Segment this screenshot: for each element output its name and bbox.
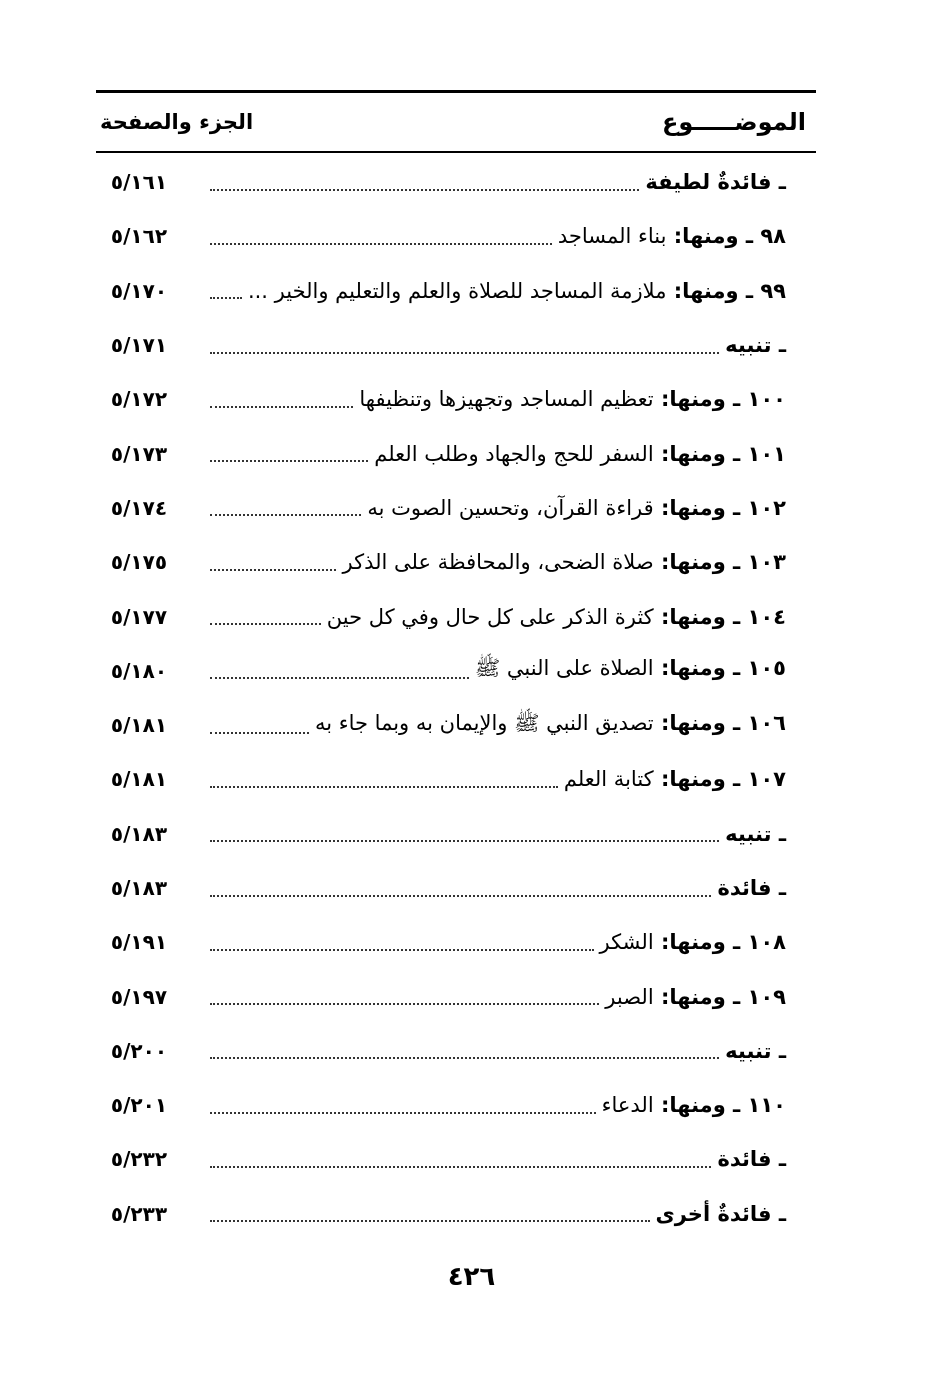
dot-leader: [210, 296, 242, 299]
entry-number: ١٠٨: [747, 930, 786, 955]
entry-page-ref: ٥/١٦٢: [110, 224, 168, 249]
entry-page-ref: ٥/١٧٤: [110, 495, 168, 520]
entry-text: كثرة الذكر على كل حال وفي كل حين: [326, 604, 654, 629]
entry-keyword: ـ ومنها:: [653, 930, 748, 955]
entry-page-ref: ٥/١٧٢: [110, 387, 168, 412]
table-of-contents: [96, 90, 816, 1241]
entry-title: [656, 1202, 817, 1226]
entry-text: تعظيم المساجد وتجهيزها وتنظيفها: [359, 387, 654, 412]
entry-keyword: ـ تنبيه: [725, 333, 786, 358]
dot-leader: [210, 1002, 599, 1005]
toc-entry: [96, 481, 816, 535]
toc-entry: [96, 155, 816, 209]
dot-leader: [210, 894, 711, 897]
entry-number: ١٠٦: [747, 710, 786, 735]
dot-leader: [210, 839, 719, 842]
entry-keyword: ـ فائدة: [717, 1147, 786, 1172]
entry-page-ref: ٥/٢٣٢: [110, 1147, 168, 1172]
entry-page-ref: ٥/١٧٥: [110, 550, 168, 575]
entry-title: [342, 550, 816, 574]
entry-title: [374, 442, 816, 466]
dot-leader: [210, 351, 719, 354]
entry-title: [717, 876, 816, 900]
entry-title: [475, 655, 816, 686]
dot-leader: [210, 1219, 650, 1222]
topic-column-label: الموضـــــوع: [661, 108, 806, 136]
entry-title: [248, 279, 816, 303]
entry-page-ref: ٥/١٧٣: [110, 441, 168, 466]
dot-leader: [210, 188, 639, 191]
toc-entry: [96, 535, 816, 589]
toc-entry: [96, 1078, 816, 1132]
entry-text: الصبر: [605, 984, 654, 1009]
entry-title: [602, 1093, 816, 1117]
entry-page-ref: ٥/١٧٧: [110, 604, 168, 629]
page-column-label: الجزء والصفحة: [100, 110, 254, 134]
toc-entry: [96, 264, 816, 318]
toc-entry: [96, 807, 816, 861]
entry-page-ref: ٥/٢٠٠: [110, 1038, 168, 1063]
entry-page-ref: ٥/١٨١: [110, 713, 168, 738]
entry-page-ref: ٥/١٨٠: [110, 658, 168, 683]
entry-text: صلاة الضحى، والمحافظة على الذكر: [342, 550, 654, 575]
entry-page-ref: ٥/١٨٣: [110, 876, 168, 900]
dot-leader: [210, 405, 353, 408]
entry-keyword: ـ ومنها:: [653, 604, 748, 629]
toc-entry: [96, 752, 816, 806]
toc-entry: [96, 1132, 816, 1186]
entry-title: [359, 387, 816, 411]
toc-entry: [96, 1024, 816, 1078]
entry-title: [645, 170, 816, 194]
entry-page-ref: ٥/١٨٣: [110, 821, 168, 846]
entry-text: قراءة القرآن، وتحسين الصوت به: [367, 495, 654, 520]
entry-keyword: ـ فائدةٌ أخرى: [655, 1201, 786, 1226]
dot-leader: [210, 948, 594, 951]
entry-title: [717, 1147, 816, 1171]
dot-leader: [210, 1111, 596, 1114]
dot-leader: [210, 568, 336, 571]
entry-title: [725, 333, 816, 357]
entry-number: ١٠٣: [747, 550, 786, 575]
entry-page-ref: ٥/١٨١: [110, 767, 168, 792]
entry-number: ١٠٠: [747, 387, 786, 412]
entry-title: [605, 985, 816, 1009]
entry-keyword: ـ ومنها:: [653, 767, 748, 792]
entry-text: كتابة العلم: [563, 767, 654, 792]
dot-leader: [210, 242, 552, 245]
entry-keyword: ـ ومنها:: [653, 550, 748, 575]
toc-entry: [96, 1187, 816, 1241]
entry-number: ١٠٩: [747, 984, 786, 1009]
entry-page-ref: ٥/١٧٠: [110, 278, 168, 303]
entry-text: تصديق النبي ﷺ والإيمان به وبما جاء به: [314, 710, 654, 735]
column-header: [96, 93, 816, 151]
entry-number: ٩٩: [760, 278, 786, 303]
toc-entry: [96, 915, 816, 969]
dot-leader: [210, 1056, 719, 1059]
entry-title: [327, 605, 816, 629]
entry-number: ١٠٤: [747, 604, 786, 629]
entry-text: الدعاء: [601, 1093, 654, 1118]
entry-keyword: ـ ومنها:: [666, 224, 761, 249]
entry-text: الشكر: [599, 930, 654, 955]
entry-title: [315, 710, 816, 741]
dot-leader: [210, 459, 368, 462]
entry-page-ref: ٥/١٩١: [110, 930, 168, 955]
entry-page-ref: ٥/١٧١: [110, 333, 168, 358]
entry-keyword: ـ ومنها:: [653, 387, 748, 412]
entry-title: [725, 1039, 816, 1063]
entry-page-ref: ٥/٢٠١: [110, 1093, 168, 1118]
entry-number: ٩٨: [760, 224, 786, 249]
entry-number: ١٠٧: [747, 767, 786, 792]
dot-leader: [210, 622, 321, 625]
dot-leader: [210, 785, 558, 788]
toc-entry: [96, 698, 816, 752]
toc-entry: [96, 372, 816, 426]
toc-entry: [96, 861, 816, 915]
entry-title: [564, 767, 816, 791]
header-rule: [96, 151, 816, 153]
toc-entry: [96, 589, 816, 643]
entry-keyword: ـ ومنها:: [653, 984, 748, 1009]
entry-keyword: ـ ومنها:: [666, 278, 761, 303]
dot-leader: [210, 676, 469, 679]
entry-keyword: ـ ومنها:: [653, 710, 748, 735]
entry-keyword: ـ ومنها:: [653, 656, 748, 681]
entry-keyword: ـ فائدة: [717, 876, 786, 900]
entry-title: [725, 822, 816, 846]
toc-entry: [96, 318, 816, 372]
entry-keyword: ـ تنبيه: [725, 1038, 786, 1063]
entry-text: بناء المساجد: [557, 224, 667, 249]
entry-keyword: ـ ومنها:: [653, 1093, 748, 1118]
entry-page-ref: ٥/٢٣٣: [110, 1201, 168, 1226]
entry-number: ١١٠: [747, 1093, 786, 1118]
dot-leader: [210, 731, 309, 734]
entry-keyword: ـ تنبيه: [725, 821, 786, 846]
entry-number: ١٠١: [747, 441, 786, 466]
entry-keyword: ـ فائدةٌ لطيفة: [645, 170, 786, 195]
entry-title: [558, 224, 816, 248]
entry-text: ملازمة المساجد للصلاة والعلم والتعليم والخير ...: [247, 278, 667, 303]
entry-number: ١٠٢: [747, 495, 786, 520]
toc-entry: [96, 644, 816, 698]
toc-entry: [96, 426, 816, 480]
entry-number: ١٠٥: [747, 656, 786, 681]
entry-page-ref: ٥/١٩٧: [110, 984, 168, 1009]
entry-keyword: ـ ومنها:: [653, 495, 748, 520]
toc-entry: [96, 209, 816, 263]
entry-title: [367, 496, 816, 520]
entry-page-ref: ٥/١٦١: [110, 170, 168, 195]
toc-entry: [96, 969, 816, 1023]
entry-text: السفر للحج والجهاد وطلب العلم: [374, 441, 654, 466]
entry-text: الصلاة على النبي ﷺ: [474, 656, 654, 681]
dot-leader: [210, 1165, 711, 1168]
entry-keyword: ـ ومنها:: [653, 441, 748, 466]
page-number: ٤٢٦: [447, 1262, 496, 1292]
toc-rows: [96, 155, 816, 1241]
dot-leader: [210, 513, 361, 516]
entry-title: [600, 930, 817, 954]
